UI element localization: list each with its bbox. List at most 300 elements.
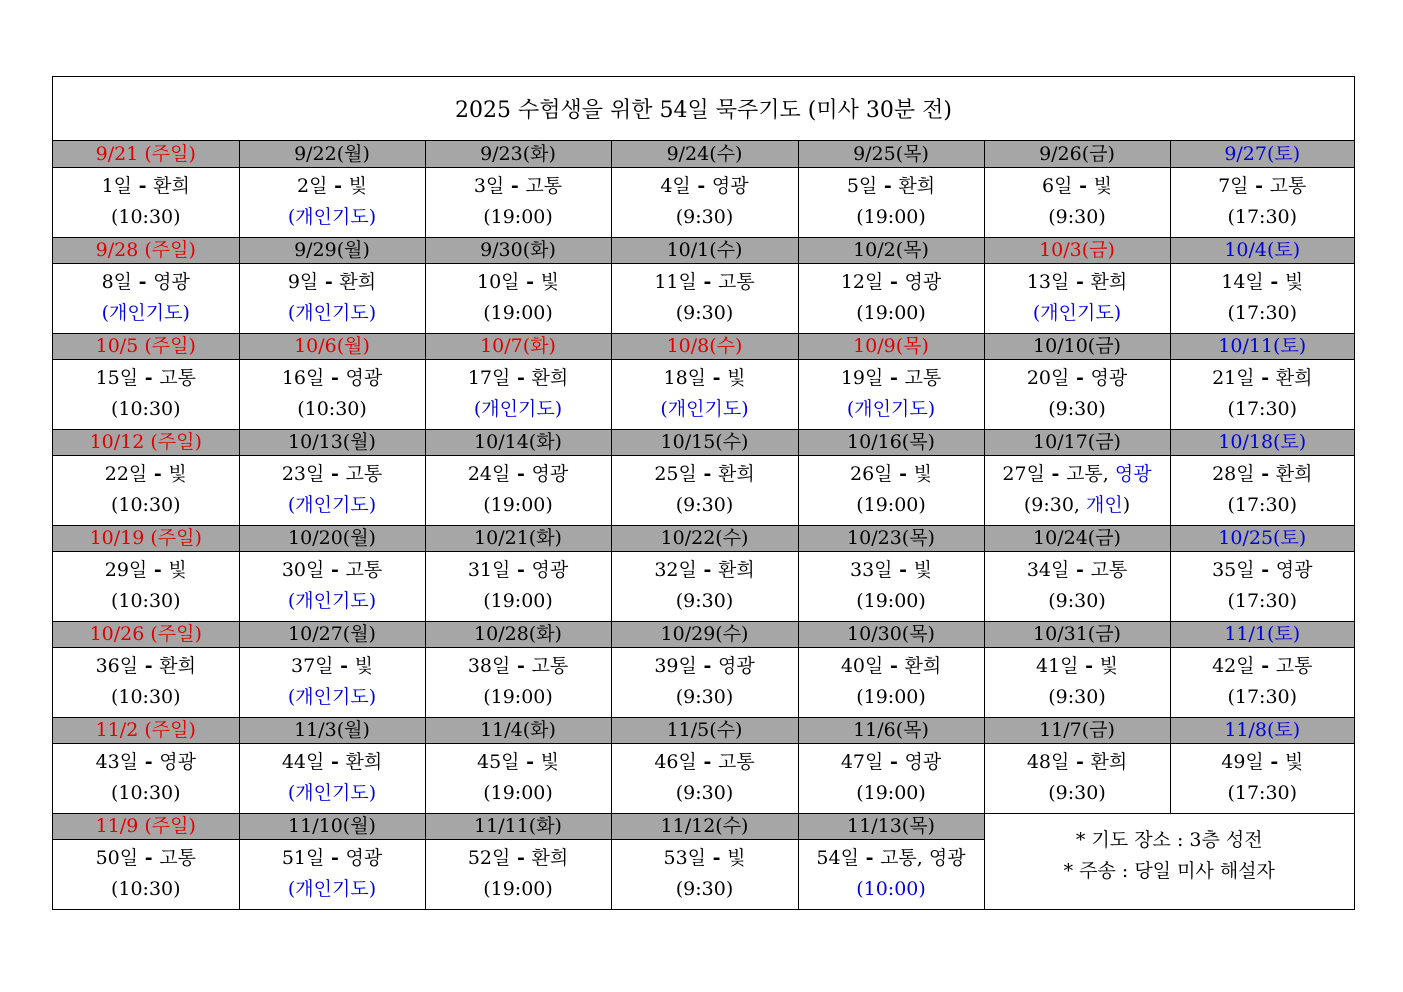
date-header-cell: 11/12(수) <box>611 813 798 839</box>
date-header-cell: 9/25(목) <box>798 141 984 167</box>
prayer-day-cell <box>53 551 239 621</box>
day-number: 6일 <box>1042 175 1073 197</box>
mystery-line <box>240 747 425 778</box>
prayer-time: (9:30) <box>675 686 734 708</box>
prayer-day-cell <box>1170 647 1354 717</box>
prayer-time-line <box>53 394 239 425</box>
prayer-day-cell <box>425 167 611 237</box>
prayer-day-cell <box>425 743 611 813</box>
prayer-time: (10:30) <box>110 398 181 420</box>
date-header-cell: 10/30(목) <box>798 621 984 647</box>
day-number: 15일 <box>95 367 139 389</box>
date-header-cell: 9/24(수) <box>611 141 798 167</box>
prayer-day-cell <box>798 263 984 333</box>
date-header-row <box>53 717 1354 743</box>
prayer-day-cell <box>1170 551 1354 621</box>
separator: - <box>696 751 718 773</box>
day-number: 47일 <box>840 751 884 773</box>
mystery-type: 환희 <box>898 175 936 197</box>
prayer-time: (19:00) <box>483 782 553 804</box>
mystery-line <box>1171 171 1355 202</box>
prayer-time: (개인기도) <box>846 398 936 420</box>
separator: - <box>1254 655 1276 677</box>
prayer-day-cell <box>1170 455 1354 525</box>
mystery-type: 영광 <box>904 271 942 293</box>
separator: - <box>510 559 532 581</box>
prayer-time: (9:30) <box>1048 686 1106 708</box>
date-header-row <box>53 237 1354 263</box>
mystery-type: 고통 <box>717 751 755 773</box>
prayer-time-line <box>985 778 1170 809</box>
date-header-cell: 11/6(목) <box>798 717 984 743</box>
prayer-time-line <box>985 490 1170 521</box>
separator: - <box>510 367 532 389</box>
date-header-cell: 10/7(화) <box>425 333 611 359</box>
mystery-type: 빛 <box>354 655 373 677</box>
prayer-day-cell <box>984 167 1170 237</box>
prayer-day-cell <box>611 359 798 429</box>
separator: - <box>138 751 160 773</box>
mystery-type: 빛 <box>1099 655 1118 677</box>
date-header-cell: 9/28 (주일) <box>53 237 239 263</box>
mystery-line <box>612 843 798 874</box>
prayer-time-line <box>985 298 1170 329</box>
date-header-cell: 9/26(금) <box>984 141 1170 167</box>
date-header-cell: 10/6(월) <box>239 333 425 359</box>
prayer-time-line <box>1171 682 1355 713</box>
mystery-line <box>985 363 1170 394</box>
date-header-cell: 10/2(목) <box>798 237 984 263</box>
mystery-type: 환희 <box>345 751 383 773</box>
separator: - <box>877 175 899 197</box>
mystery-type: 환희 <box>339 271 377 293</box>
prayer-content-row <box>53 551 1354 621</box>
prayer-time: (개인기도) <box>1032 302 1122 324</box>
separator: - <box>892 463 914 485</box>
mystery-line <box>1171 459 1355 490</box>
prayer-day-cell <box>239 455 425 525</box>
prayer-day-cell <box>798 167 984 237</box>
separator: - <box>327 175 349 197</box>
separator: - <box>1069 271 1091 293</box>
mystery-type: 고통 <box>717 271 755 293</box>
mystery-line <box>799 171 984 202</box>
prayer-day-cell <box>425 263 611 333</box>
date-header-cell: 10/11(토) <box>1170 333 1354 359</box>
separator: - <box>858 847 881 870</box>
prayer-time-line <box>426 586 611 617</box>
document-title: 2025 수험생을 위한 54일 묵주기도 (미사 30분 전) <box>53 77 1354 141</box>
mystery-line <box>1171 267 1355 298</box>
mystery-line <box>53 363 239 394</box>
prayer-time: (19:00) <box>483 686 553 708</box>
prayer-time-line <box>53 778 239 809</box>
separator: - <box>138 655 160 677</box>
separator: - <box>1254 463 1276 485</box>
day-number: 43일 <box>95 751 139 773</box>
day-number: 42일 <box>1212 655 1255 677</box>
mystery-line <box>985 171 1170 202</box>
separator: - <box>883 271 905 293</box>
prayer-time: (19:00) <box>856 302 926 324</box>
prayer-time-line <box>985 202 1170 233</box>
prayer-time: (10:30) <box>110 686 181 708</box>
prayer-time: (개인기도) <box>473 398 563 420</box>
date-header-cell: 11/2 (주일) <box>53 717 239 743</box>
separator: - <box>696 559 718 581</box>
separator: - <box>132 175 154 197</box>
mystery-line <box>612 747 798 778</box>
separator: - <box>138 367 160 389</box>
mystery-type: 빛 <box>1093 175 1112 197</box>
prayer-time-line <box>1171 490 1355 521</box>
mystery-type: 빛 <box>913 559 932 581</box>
mystery-type: 빛 <box>348 175 367 197</box>
prayer-time-line <box>1171 778 1355 809</box>
date-header-cell: 10/8(수) <box>611 333 798 359</box>
prayer-time-line <box>426 490 611 521</box>
mystery-type: 고통 <box>159 847 196 870</box>
day-number: 49일 <box>1221 751 1264 773</box>
prayer-time-line <box>799 394 984 425</box>
mystery-line <box>799 843 984 874</box>
prayer-time: (19:00) <box>856 782 926 804</box>
prayer-day-cell <box>798 359 984 429</box>
date-header-cell: 10/23(목) <box>798 525 984 551</box>
day-number: 4일 <box>660 175 691 197</box>
prayer-time: (개인기도) <box>287 590 377 612</box>
date-header-cell: 10/4(토) <box>1170 237 1354 263</box>
day-number: 29일 <box>104 559 148 581</box>
separator: - <box>324 367 346 389</box>
day-number: 21일 <box>1212 367 1255 389</box>
separator: - <box>1078 655 1100 677</box>
prayer-time: (9:30) <box>1048 398 1106 420</box>
date-header-cell: 10/20(월) <box>239 525 425 551</box>
prayer-time: (10:30) <box>297 398 367 420</box>
separator: - <box>883 655 905 677</box>
prayer-day-cell <box>1170 743 1354 813</box>
day-number: 46일 <box>654 751 697 773</box>
day-number: 1일 <box>101 175 133 197</box>
day-number: 36일 <box>95 655 139 677</box>
date-header-cell: 11/8(토) <box>1170 717 1354 743</box>
mystery-type: 영광 <box>159 751 196 773</box>
mystery-type: 빛 <box>727 847 746 870</box>
prayer-content-row <box>53 167 1354 237</box>
separator: - <box>1263 751 1285 773</box>
mystery-line <box>240 267 425 298</box>
mystery-line <box>799 555 984 586</box>
mystery-line <box>612 267 798 298</box>
prayer-time-line <box>53 298 239 329</box>
prayer-time: (17:30) <box>1227 302 1298 324</box>
prayer-time-line <box>53 490 239 521</box>
prayer-time: (개인기도) <box>101 302 190 324</box>
mystery-type: 영광 <box>717 655 755 677</box>
day-number: 27일 <box>1002 463 1045 485</box>
separator: - <box>138 847 160 870</box>
prayer-time-line <box>426 298 611 329</box>
prayer-time: (9:30) <box>675 590 734 612</box>
mystery-line <box>53 651 239 682</box>
prayer-time-line <box>612 586 798 617</box>
mystery-type: 환희 <box>717 559 755 581</box>
day-number: 37일 <box>290 655 334 677</box>
separator: - <box>510 847 532 870</box>
date-header-cell: 10/18(토) <box>1170 429 1354 455</box>
date-header-cell: 11/13(목) <box>798 813 984 839</box>
mystery-type: 환희 <box>159 655 196 677</box>
mystery-type: 영광 <box>711 175 749 197</box>
mystery-line <box>53 747 239 778</box>
prayer-time-line <box>1171 586 1355 617</box>
mystery-line <box>1171 651 1355 682</box>
prayer-time-line <box>799 490 984 521</box>
separator: - <box>1263 271 1285 293</box>
mystery-type: 환희 <box>531 847 569 870</box>
mystery-line <box>426 171 611 202</box>
prayer-time-line <box>1171 298 1355 329</box>
mystery-line <box>985 267 1170 298</box>
day-number: 3일 <box>473 175 505 197</box>
prayer-time: (19:00) <box>856 494 926 516</box>
prayer-time-line <box>612 394 798 425</box>
prayer-content-row <box>53 839 1354 909</box>
mystery-line <box>426 459 611 490</box>
prayer-time: (9:30) <box>1048 590 1106 612</box>
date-header-cell: 10/5 (주일) <box>53 333 239 359</box>
day-number: 9일 <box>287 271 319 293</box>
date-header-cell: 11/4(화) <box>425 717 611 743</box>
prayer-day-cell <box>798 455 984 525</box>
prayer-time: (19:00) <box>483 206 553 228</box>
day-number: 22일 <box>104 463 148 485</box>
date-header-cell: 10/9(목) <box>798 333 984 359</box>
separator: - <box>883 751 905 773</box>
separator: - <box>696 655 718 677</box>
date-header-cell: 11/3(월) <box>239 717 425 743</box>
prayer-time-line <box>985 394 1170 425</box>
mystery-line <box>612 171 798 202</box>
prayer-time: (9:30) <box>675 878 734 901</box>
prayer-day-cell <box>611 839 798 909</box>
mystery-type: 영광 <box>1114 463 1152 485</box>
day-number: 13일 <box>1026 271 1070 293</box>
mystery-type: 영광 <box>531 463 569 485</box>
mystery-type: 영광 <box>345 367 383 389</box>
prayer-time: (19:00) <box>856 686 926 708</box>
day-number: 38일 <box>467 655 511 677</box>
prayer-time-line <box>612 490 798 521</box>
date-header-cell: 11/11(화) <box>425 813 611 839</box>
mystery-type: 고통 <box>525 175 563 197</box>
prayer-time-line <box>1171 394 1355 425</box>
prayer-time: (17:30) <box>1227 782 1298 804</box>
prayer-time-line <box>426 682 611 713</box>
prayer-day-cell <box>611 455 798 525</box>
prayer-day-cell <box>425 359 611 429</box>
separator: - <box>132 271 154 293</box>
separator: - <box>1069 367 1091 389</box>
day-number: 16일 <box>281 367 325 389</box>
day-number: 18일 <box>663 367 707 389</box>
separator: - <box>510 463 532 485</box>
mystery-type: 고통 <box>345 559 383 581</box>
prayer-time-line <box>799 298 984 329</box>
mystery-type: 영광 <box>1090 367 1128 389</box>
mystery-type: 고통 <box>1269 175 1307 197</box>
prayer-time-line <box>240 874 425 905</box>
prayer-time: (19:00) <box>856 590 926 612</box>
mystery-line <box>985 555 1170 586</box>
schedule-body <box>53 141 1354 909</box>
date-header-cell: 11/1(토) <box>1170 621 1354 647</box>
prayer-time: (개인기도) <box>287 206 377 228</box>
prayer-time-line <box>799 202 984 233</box>
date-header-cell: 9/22(월) <box>239 141 425 167</box>
prayer-time: (19:00) <box>483 302 553 324</box>
mystery-type: 환희 <box>1090 751 1128 773</box>
prayer-time-line <box>612 298 798 329</box>
day-number: 35일 <box>1212 559 1255 581</box>
prayer-day-cell <box>798 839 984 909</box>
mystery-line <box>799 651 984 682</box>
mystery-line <box>799 363 984 394</box>
day-number: 52일 <box>467 847 511 870</box>
prayer-day-cell <box>239 647 425 717</box>
mystery-line <box>426 651 611 682</box>
date-header-cell: 10/28(화) <box>425 621 611 647</box>
date-header-row <box>53 429 1354 455</box>
prayer-day-cell <box>425 455 611 525</box>
prayer-time: (9:30) <box>675 494 734 516</box>
day-number: 54일 <box>816 847 859 870</box>
mystery-type: 환희 <box>717 463 755 485</box>
mystery-line <box>799 747 984 778</box>
mystery-type: 환희 <box>153 175 190 197</box>
prayer-time: (10:00) <box>856 878 926 901</box>
prayer-time: (19:00) <box>483 590 553 612</box>
prayer-day-cell <box>53 743 239 813</box>
mystery-type: 빛 <box>168 463 187 485</box>
date-header-cell: 10/15(수) <box>611 429 798 455</box>
mystery-line <box>240 363 425 394</box>
separator: - <box>1254 367 1276 389</box>
prayer-day-cell <box>984 551 1170 621</box>
separator: - <box>318 271 340 293</box>
separator: - <box>1254 559 1276 581</box>
prayer-time: (17:30) <box>1227 686 1298 708</box>
date-header-cell: 10/29(수) <box>611 621 798 647</box>
prayer-day-cell <box>984 359 1170 429</box>
day-number: 8일 <box>101 271 133 293</box>
mystery-type: 빛 <box>540 751 559 773</box>
separator: - <box>324 463 346 485</box>
date-header-row <box>53 525 1354 551</box>
mystery-type: 고통, <box>1066 463 1115 485</box>
mystery-line <box>53 171 239 202</box>
mystery-line <box>612 363 798 394</box>
prayer-day-cell <box>425 839 611 909</box>
prayer-time-line <box>240 778 425 809</box>
date-header-cell: 11/5(수) <box>611 717 798 743</box>
separator: - <box>333 655 355 677</box>
prayer-day-cell <box>53 647 239 717</box>
separator: - <box>690 175 712 197</box>
prayer-time: (10:30) <box>110 206 181 228</box>
mystery-type: 빛 <box>540 271 559 293</box>
date-header-cell: 11/7(금) <box>984 717 1170 743</box>
prayer-time-line <box>53 874 239 905</box>
day-number: 25일 <box>654 463 697 485</box>
date-header-cell: 10/22(수) <box>611 525 798 551</box>
prayer-time: (9:30) <box>675 782 734 804</box>
mystery-type: 고통 <box>531 655 569 677</box>
prayer-time: (17:30) <box>1227 398 1298 420</box>
mystery-line <box>612 459 798 490</box>
prayer-time: (10:30) <box>110 494 181 516</box>
separator: - <box>706 367 728 389</box>
mystery-line <box>799 267 984 298</box>
prayer-time-line <box>426 874 611 905</box>
prayer-day-cell <box>425 551 611 621</box>
day-number: 12일 <box>840 271 884 293</box>
mystery-type: 영광 <box>345 847 383 870</box>
mystery-type: 영광 <box>1275 559 1313 581</box>
separator: - <box>1069 751 1091 773</box>
prayer-time-line <box>612 202 798 233</box>
notes-cell <box>984 825 1354 895</box>
prayer-time-line <box>612 778 798 809</box>
prayer-time: (9:30) <box>675 302 734 324</box>
prayer-day-cell <box>798 551 984 621</box>
prayer-day-cell <box>53 839 239 909</box>
separator: - <box>892 559 914 581</box>
mystery-type: 영광 <box>531 559 569 581</box>
prayer-time-line <box>240 586 425 617</box>
mystery-line <box>240 843 425 874</box>
mystery-type: 영광 <box>153 271 190 293</box>
note-line: * 주송 : 당일 미사 해설자 <box>1063 860 1275 882</box>
prayer-time-line <box>799 586 984 617</box>
prayer-day-cell <box>611 167 798 237</box>
prayer-time: (10:30) <box>110 590 181 612</box>
mystery-type: 빛 <box>913 463 932 485</box>
prayer-day-cell <box>53 455 239 525</box>
prayer-time-line <box>426 394 611 425</box>
prayer-day-cell <box>53 167 239 237</box>
day-number: 7일 <box>1218 175 1249 197</box>
date-header-cell: 10/3(금) <box>984 237 1170 263</box>
prayer-day-cell <box>984 263 1170 333</box>
mystery-line <box>985 459 1170 490</box>
prayer-time: (9:30, <box>1023 494 1087 516</box>
separator: - <box>324 847 346 870</box>
prayer-time: (개인기도) <box>287 686 377 708</box>
day-number: 51일 <box>281 847 325 870</box>
prayer-time: (개인기도) <box>287 302 377 324</box>
prayer-day-cell <box>425 647 611 717</box>
mystery-type: 영광 <box>904 751 942 773</box>
mystery-line <box>426 843 611 874</box>
prayer-day-cell <box>611 551 798 621</box>
day-number: 39일 <box>654 655 697 677</box>
prayer-time-line <box>1171 202 1355 233</box>
date-header-cell: 10/13(월) <box>239 429 425 455</box>
prayer-day-cell <box>611 263 798 333</box>
prayer-day-cell <box>239 359 425 429</box>
